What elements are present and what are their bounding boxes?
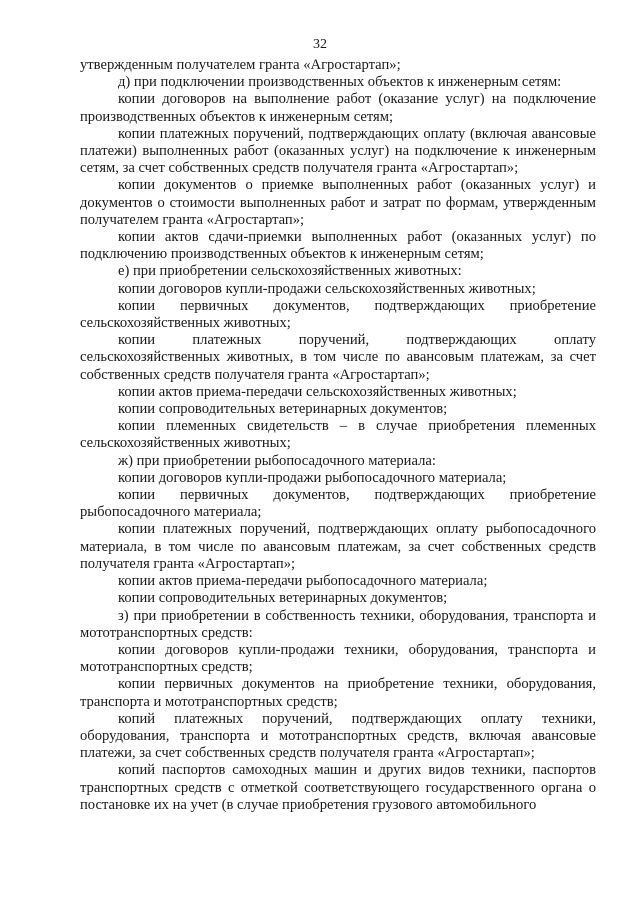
paragraph: копии актов сдачи-приемки выполненных работ (оказанных услуг) по подключению производственных объектов к инженерным сетям; bbox=[80, 229, 596, 263]
paragraph: копии платежных поручений, подтверждающих оплату рыбопосадочного материала, в том числе по авансовым платежам, за счет собственных средств получателя гранта «Агростартап»; bbox=[80, 521, 596, 572]
paragraph: копии договоров купли-продажи техники, оборудования, транспорта и мототранспортных средств; bbox=[80, 641, 596, 676]
paragraph: копии племенных свидетельств – в случае приобретения племенных сельскохозяйственных животных; bbox=[80, 418, 596, 452]
paragraph: з) при приобретении в собственность техники, оборудования, транспорта и мототранспортных средств: bbox=[80, 607, 596, 641]
document-body bbox=[80, 57, 596, 814]
paragraph: копии договоров купли-продажи рыбопосадочного материала; bbox=[118, 469, 507, 486]
paragraph: копии договоров на выполнение работ (оказание услуг) на подключение производственных объектов к инженерным сетям; bbox=[80, 91, 596, 125]
paragraph: д) при подключении производственных объектов к инженерным сетям: bbox=[118, 74, 562, 91]
paragraph: копии актов приема-передачи сельскохозяйственных животных; bbox=[118, 383, 517, 400]
paragraph: ж) при приобретении рыбопосадочного материала: bbox=[118, 452, 436, 469]
paragraph: копий паспортов самоходных машин и других видов техники, паспортов транспортных средств с отметкой соответствующего государственного органа о постановке их на учет (в случае приобретения грузового автомобильного bbox=[80, 762, 596, 813]
paragraph: копии платежных поручений, подтверждающих оплату (включая авансовые платежи) выполненных работ (оказанных услуг) на подключение к инженерным сетям, за счет собственных средств получателя гранта «Агростартап»; bbox=[80, 125, 596, 177]
paragraph: копии платежных поручений, подтверждающих оплату сельскохозяйственных животных, в том числе по авансовым платежам, за счет собственных средств получателя гранта «Агростартап»; bbox=[80, 332, 596, 383]
paragraph: копии сопроводительных ветеринарных документов; bbox=[118, 401, 448, 418]
paragraph: копии сопроводительных ветеринарных документов; bbox=[118, 590, 448, 607]
paragraph: копии договоров купли-продажи сельскохозяйственных животных; bbox=[118, 280, 536, 297]
paragraph: утвержденным получателем гранта «Агростартап»; bbox=[80, 57, 401, 73]
paragraph: копий платежных поручений, подтверждающих оплату техники, оборудования, транспорта и мототранспортных средств, включая авансовые платежи, за счет собственных средств получателя гранта «Агростартап»; bbox=[80, 710, 596, 762]
paragraph: копии первичных документов, подтверждающих приобретение сельскохозяйственных животных; bbox=[80, 297, 596, 332]
paragraph: копии актов приема-передачи рыбопосадочного материала; bbox=[118, 573, 488, 590]
paragraph: копии первичных документов на приобретение техники, оборудования, транспорта и мототранспортных средств; bbox=[80, 676, 596, 710]
paragraph: копии первичных документов, подтверждающих приобретение рыбопосадочного материала; bbox=[80, 487, 596, 521]
paragraph: е) при приобретении сельскохозяйственных животных: bbox=[118, 263, 462, 280]
paragraph: копии документов о приемке выполненных работ (оказанных услуг) и документов о стоимости выполненных работ и затрат по формам, утвержденным получателем гранта «Агростартап»; bbox=[80, 177, 596, 228]
page-number: 32 bbox=[313, 37, 327, 52]
